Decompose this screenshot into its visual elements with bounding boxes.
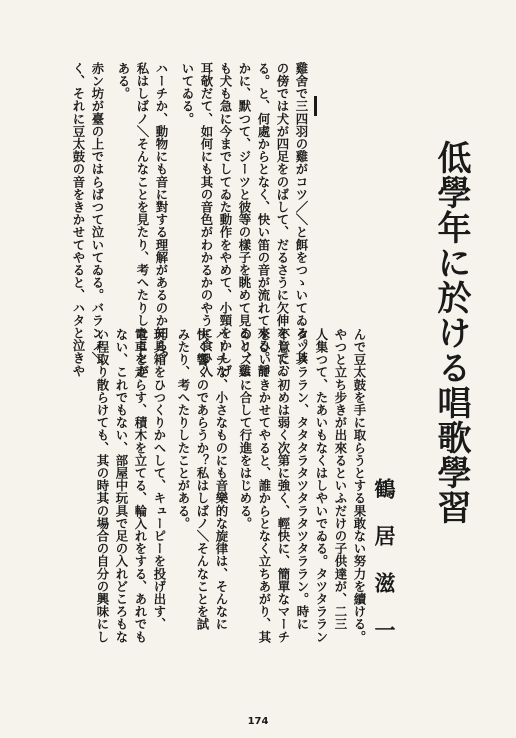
author-name: 鶴居滋一 <box>372 478 397 666</box>
lower-column: やつと立ち步きが出來るといふだけの子供達が、二三 <box>333 328 348 631</box>
lower-column: 人集つて、たあいもなくはしやいでゐる。タツタララン <box>314 328 329 643</box>
lower-column: 快く響くのであらうか？私はしばノ＼そんなことを試 <box>195 328 210 631</box>
lower-column: 不意に、初めは弱く次第に強く、輕快に、簡單なマーチ <box>276 328 291 643</box>
lower-column: タツタララン、タタタラタツタラタツタララン。時に <box>295 328 310 631</box>
lower-column: 電車を走らす、積木を立てる、輪入れをする、あれでも <box>133 328 148 643</box>
upper-column: も犬も急に今までしてゐた動作をやめて、小頸をかしげ <box>218 62 233 377</box>
upper-column: る。と、何處からとなく、快い笛の音が流れて來る。靜 <box>256 62 271 377</box>
upper-column: く、それに豆太鼓の音をきかせてやると、ハタと泣きや <box>71 62 86 377</box>
upper-column: かに、默つて、ジーツと彼等の樣子を眺めて見ると、雞 <box>237 62 252 377</box>
lower-column: のリズムに合して行進をはじめる。 <box>238 328 253 530</box>
lower-column: んで豆太鼓を手に取らうとする果敢ない努力を續ける。 <box>352 328 367 643</box>
lower-column: ハーチな、小さなものにも音樂的な旋律は、そんなに <box>214 328 229 631</box>
lower-column: い程取り散らけても、其の時其の場合の自分の興味にし <box>95 328 110 643</box>
lower-column: みたり、考へたりしたことがある。 <box>176 328 191 530</box>
lower-column: 玩具箱をひつくりかへして、キューピーを投げ出す、 <box>152 328 167 631</box>
lower-column: をひいてきかせてやると、誰からとなく立ちあがり、其 <box>257 328 272 643</box>
upper-column: いてゐる。 <box>180 62 195 125</box>
section-number-mark <box>314 96 317 116</box>
upper-column: 赤ン坊が臺の上ではらばつて泣いてゐる。バランノ＼ <box>90 62 105 365</box>
lower-column: ない、これでもない、部屋中玩具で足の入れどころもな <box>114 328 129 643</box>
upper-column: ハーチか、動物にも音に對する理解があるのか知ら？ <box>154 62 169 365</box>
upper-column: 耳欹だて、如何にも其の音色がわかるかのやうに食ひ入 <box>199 62 214 377</box>
page-number: 174 <box>247 716 269 727</box>
upper-column: 雞舍で三四羽の雞がコツ／＼と餌をつゝいてゐる。其 <box>294 62 309 365</box>
article-title: 低學年に於ける唱歌學習 <box>431 140 471 525</box>
upper-column: 私はしばノ＼そんなことを見たり、考へたりしたことが <box>135 62 150 377</box>
upper-column: ある。 <box>116 62 131 100</box>
upper-column: の傍では犬が四足をのばして、だるさうに欠伸をしてゐ <box>275 62 290 377</box>
